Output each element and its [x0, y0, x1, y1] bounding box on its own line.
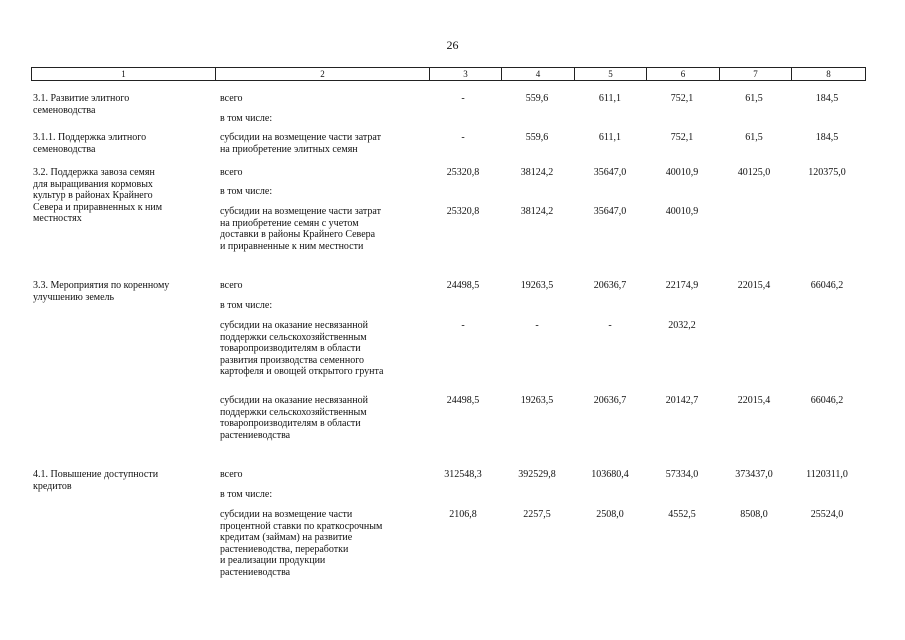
activity-name: 3.1.1. Поддержка элитного семеноводства — [33, 132, 147, 155]
activity-name: 3.2. Поддержка завоза семян для выращивания кормовых культур в районах Крайнего Севера и приравненных к ним местностях — [33, 167, 163, 224]
value-cell: 8508,0 — [740, 509, 768, 520]
value-cell: 2257,5 — [523, 509, 551, 520]
value-cell: 24498,5 — [446, 395, 480, 406]
value-cell: 559,6 — [525, 93, 549, 104]
value-cell: 2508,0 — [596, 509, 624, 520]
value-cell: 38124,2 — [520, 206, 554, 217]
column-header-4: 4 — [502, 68, 575, 80]
value-cell: 4552,5 — [668, 509, 696, 520]
value-cell: - — [535, 320, 539, 331]
value-cell: 40125,0 — [737, 167, 771, 178]
value-cell: 19263,5 — [520, 280, 554, 291]
value-cell: 24498,5 — [446, 280, 480, 291]
value-cell: 103680,4 — [591, 469, 629, 480]
value-cell: 611,1 — [598, 93, 622, 104]
value-cell: 61,5 — [745, 132, 763, 143]
value-cell: 57334,0 — [665, 469, 699, 480]
row-label: в том числе: — [220, 113, 273, 124]
value-cell: 35647,0 — [593, 206, 627, 217]
value-cell: 19263,5 — [520, 395, 554, 406]
activity-name: 3.1. Развитие элитного семеноводства — [33, 93, 130, 116]
row-label: в том числе: — [220, 300, 273, 311]
value-cell: 752,1 — [670, 93, 694, 104]
value-cell: 22015,4 — [737, 395, 771, 406]
column-header-8: 8 — [826, 69, 831, 79]
value-cell: 392529,8 — [518, 469, 556, 480]
value-cell: 752,1 — [670, 132, 694, 143]
value-cell: 20636,7 — [593, 395, 627, 406]
table-header — [31, 67, 866, 81]
activity-name: 3.3. Мероприятия по коренному улучшению земель — [33, 280, 170, 303]
column-header-3: 3 — [430, 68, 502, 80]
value-cell: 66046,2 — [810, 280, 844, 291]
row-label: в том числе: — [220, 489, 273, 500]
activity-name: 4.1. Повышение доступности кредитов — [33, 469, 159, 492]
value-cell: 312548,3 — [444, 469, 482, 480]
column-header-6: 6 — [647, 68, 720, 80]
value-cell: 559,6 — [525, 132, 549, 143]
value-cell: 66046,2 — [810, 395, 844, 406]
value-cell: - — [461, 320, 465, 331]
value-cell: 25524,0 — [810, 509, 844, 520]
value-cell: 25320,8 — [446, 167, 480, 178]
row-label: всего — [220, 280, 243, 291]
column-header-2: 2 — [216, 68, 430, 80]
value-cell: 373437,0 — [735, 469, 773, 480]
row-label: в том числе: — [220, 186, 273, 197]
row-label: субсидии на возмещение части затрат на приобретение элитных семян — [220, 132, 381, 155]
value-cell: - — [608, 320, 612, 331]
value-cell: 25320,8 — [446, 206, 480, 217]
row-label: субсидии на возмещение части затрат на приобретение семян с учетом доставки в районы Крайнего Севера и приравненные к ним местности — [220, 206, 381, 252]
row-label: субсидии на оказание несвязанной поддержки сельскохозяйственным товаропроизводителям в области развития производства семенного картофеля и овощей открытого грунта — [220, 320, 384, 377]
value-cell: 184,5 — [815, 93, 839, 104]
value-cell: 22015,4 — [737, 280, 771, 291]
value-cell: 22174,9 — [665, 280, 699, 291]
value-cell: 20142,7 — [665, 395, 699, 406]
value-cell: - — [461, 93, 465, 104]
column-header-1: 1 — [32, 68, 216, 80]
column-header-7: 7 — [720, 68, 792, 80]
value-cell: 184,5 — [815, 132, 839, 143]
column-header-5: 5 — [575, 68, 647, 80]
value-cell: 120375,0 — [808, 167, 846, 178]
value-cell: 40010,9 — [665, 167, 699, 178]
page-number: 26 — [446, 38, 459, 52]
value-cell: 40010,9 — [665, 206, 699, 217]
value-cell: 2106,8 — [449, 509, 477, 520]
row-label: всего — [220, 469, 243, 480]
value-cell: 1120311,0 — [806, 469, 848, 480]
value-cell: 2032,2 — [668, 320, 696, 331]
value-cell: 20636,7 — [593, 280, 627, 291]
value-cell: 35647,0 — [593, 167, 627, 178]
value-cell: 38124,2 — [520, 167, 554, 178]
row-label: субсидии на оказание несвязанной поддержки сельскохозяйственным товаропроизводителям в области растениеводства — [220, 395, 368, 441]
row-label: всего — [220, 93, 243, 104]
value-cell: 61,5 — [745, 93, 763, 104]
row-label: субсидии на возмещение части процентной ставки по краткосрочным кредитам (займам) на развитие растениеводства, переработки и реализации продукции растениеводства — [220, 509, 383, 578]
value-cell: - — [461, 132, 465, 143]
row-label: всего — [220, 167, 243, 178]
value-cell: 611,1 — [598, 132, 622, 143]
